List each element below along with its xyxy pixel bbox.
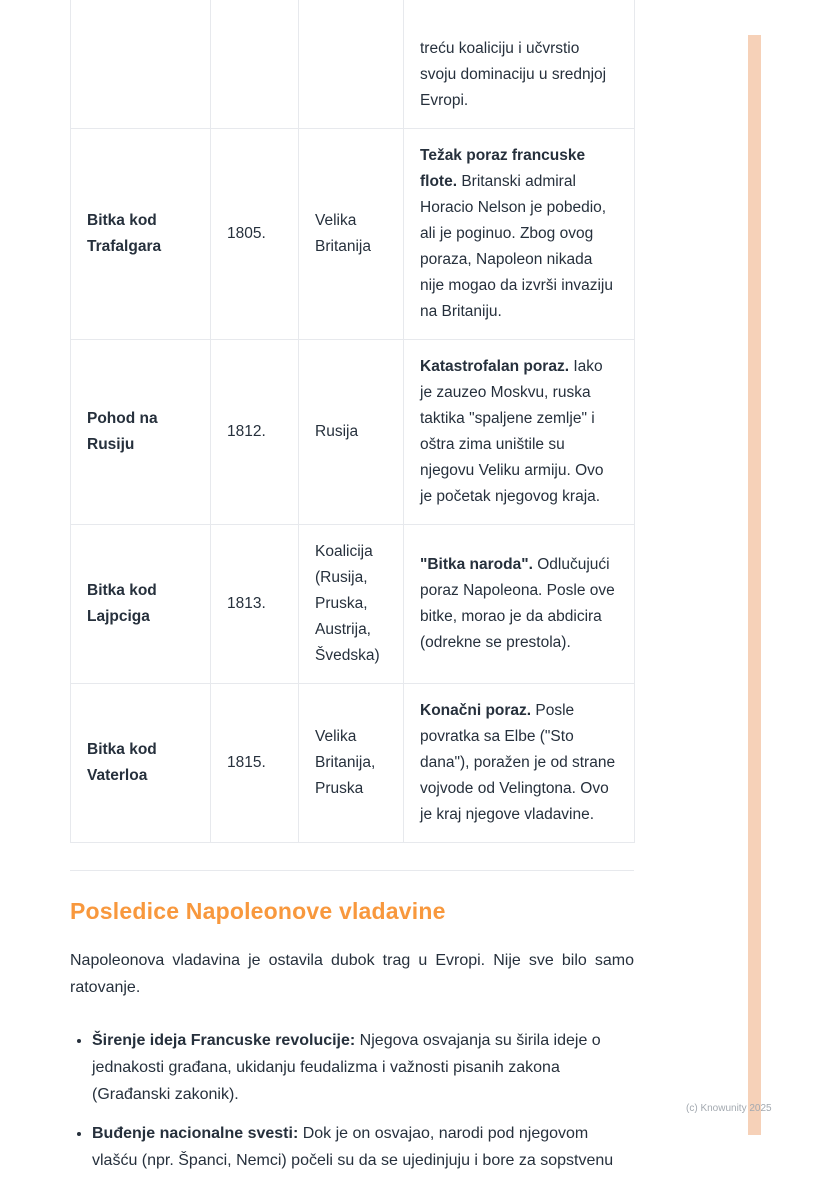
table-row	[71, 683, 635, 842]
battles-table-body	[71, 0, 635, 842]
description-lead: Konačni poraz.	[420, 701, 536, 719]
battle-description-cell: Katastrofalan poraz. Iako je zauzeo Moskvu, ruska taktika "spaljene zemlje" i oštra zima uništile su njegovu Veliku armiju. Ovo je početak njegovog kraja.	[404, 339, 635, 524]
battle-name-cell: Pohod na Rusiju	[71, 339, 211, 524]
table-row	[71, 524, 635, 683]
battle-year-cell	[211, 0, 299, 128]
page-edge-stripe	[748, 35, 761, 1135]
section-divider	[70, 870, 634, 871]
battle-name-cell	[71, 0, 211, 128]
battle-description-cell: treću koaliciju i učvrstio svoju dominaciju u srednjoj Evropi.	[404, 0, 635, 128]
battle-opponent-cell: Koalicija (Rusija, Pruska, Austrija, Švedska)	[299, 524, 404, 683]
section-title: Posledice Napoleonove vladavine	[70, 897, 446, 924]
battle-name-cell: Bitka kod Vaterloa	[71, 683, 211, 842]
battle-description-cell: Težak poraz francuske flote. Britanski admiral Horacio Nelson je pobedio, ali je poginuo. Zbog ovog poraza, Napoleon nikada nije mogao da izvrši invaziju na Britaniju.	[404, 128, 635, 339]
battle-opponent-cell	[299, 0, 404, 128]
consequence-item-lead: Buđenje nacionalne svesti:	[92, 1124, 299, 1142]
battle-year-cell: 1815.	[211, 683, 299, 842]
watermark: (c) Knowunity 2025	[686, 1103, 772, 1114]
battle-opponent-cell: Rusija	[299, 339, 404, 524]
battle-year-cell: 1812.	[211, 339, 299, 524]
description-lead: "Bitka naroda".	[420, 555, 538, 573]
table-row	[71, 339, 635, 524]
table-row	[71, 128, 635, 339]
battle-name-cell: Bitka kod Lajpciga	[71, 524, 211, 683]
consequence-item: • Buđenje nacionalne svesti: Dok je on osvajao, narodi pod njegovom vlašću (npr. Španci, Nemci) počeli su da se ujedinjuju i bore za sopstvenu	[92, 1120, 634, 1174]
description-lead: Katastrofalan poraz.	[420, 357, 574, 375]
battle-description-cell: Konačni poraz. Posle povratka sa Elbe ("Sto dana"), poražen je od strane vojvode od Velingtona. Ovo je kraj njegove vladavine.	[404, 683, 635, 842]
table-row	[71, 0, 635, 128]
battle-opponent-cell: Velika Britanija, Pruska	[299, 683, 404, 842]
battles-table	[70, 0, 635, 843]
battle-opponent-cell: Velika Britanija	[299, 128, 404, 339]
description-lead: Težak poraz francuske flote.	[420, 146, 586, 190]
battle-year-cell: 1805.	[211, 128, 299, 339]
consequences-list	[70, 1027, 634, 1174]
document-content	[70, 0, 634, 1186]
intro-paragraph: Napoleonova vladavina je ostavila dubok trag u Evropi. Nije sve bilo samo ratovanje.	[70, 951, 634, 996]
battle-description-cell: "Bitka naroda". Odlučujući poraz Napoleona. Posle ove bitke, morao je da abdicira (odrekne se prestola).	[404, 524, 635, 683]
battle-name-cell: Bitka kod Trafalgara	[71, 128, 211, 339]
battle-year-cell: 1813.	[211, 524, 299, 683]
consequence-item: • Širenje ideja Francuske revolucije: Njegova osvajanja su širila ideje o jednakosti građana, ukidanju feudalizma i važnosti pisanih zakona (Građanski zakonik).	[92, 1027, 634, 1108]
consequence-item-lead: Širenje ideja Francuske revolucije:	[92, 1031, 356, 1049]
